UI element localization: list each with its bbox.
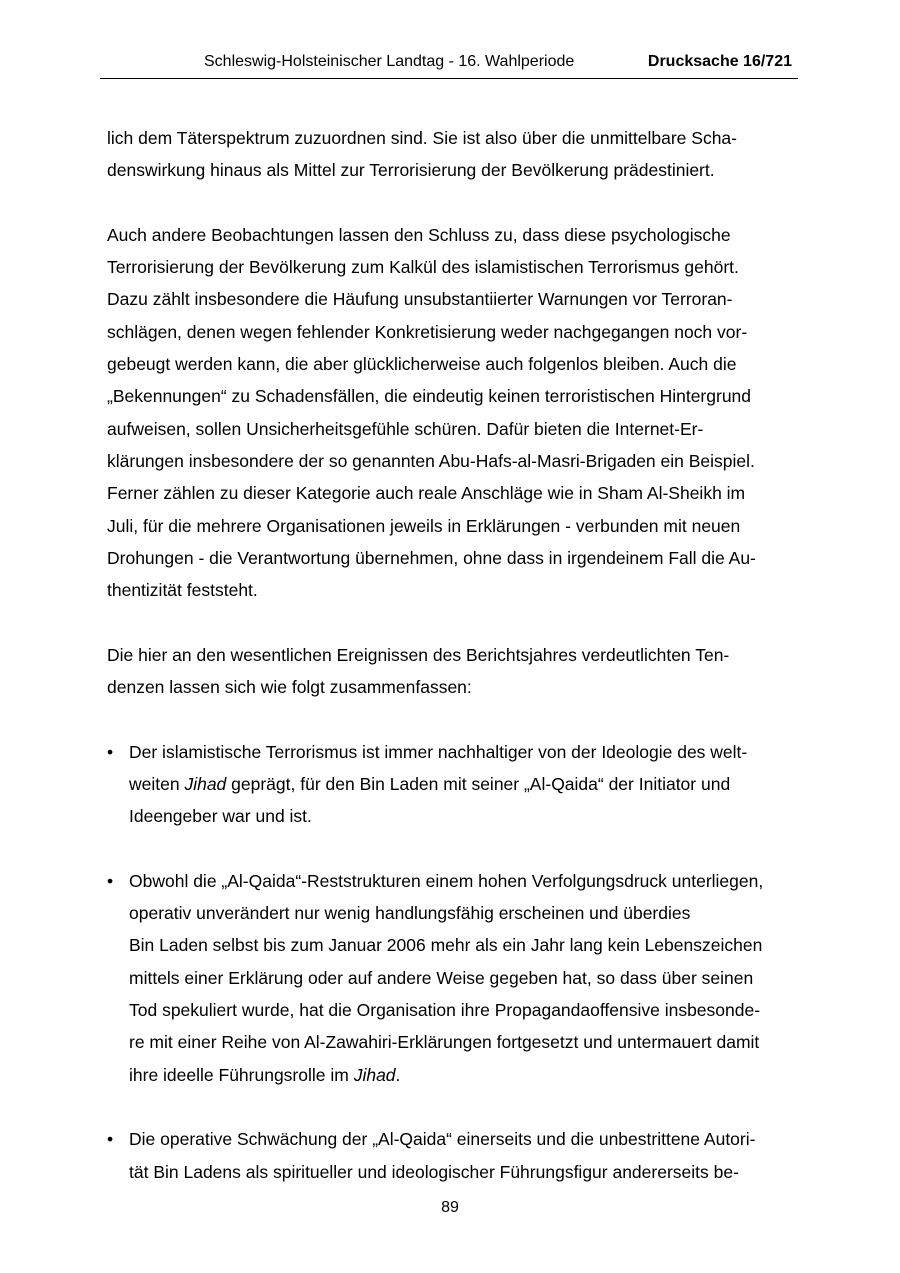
text-line: aufweisen, sollen Unsicherheitsgefühle schüren. Dafür bieten die Internet-Er- xyxy=(107,418,704,439)
text-line: Juli, für die mehrere Organisationen jeweils in Erklärungen - verbunden mit neuen xyxy=(107,515,741,536)
bullet-icon: • xyxy=(107,1129,114,1150)
text-line: gebeugt werden kann, die aber glücklicherweise auch folgenlos bleiben. Auch die xyxy=(107,354,737,375)
text-line: Bin Laden selbst bis zum Januar 2006 mehr als ein Jahr lang kein Lebenszeichen xyxy=(129,935,763,956)
text-line: Der islamistische Terrorismus ist immer nachhaltiger von der Ideologie des welt- xyxy=(129,741,748,762)
bullet-icon: • xyxy=(107,870,114,891)
text-line: ihre ideelle Führungsrolle im Jihad. xyxy=(129,1064,401,1085)
text-line: weiten Jihad geprägt, für den Bin Laden mit seiner „Al-Qaida“ der Initiator und xyxy=(129,773,731,794)
text-line: Terrorisierung der Bevölkerung zum Kalkül des islamistischen Terrorismus gehört. xyxy=(107,257,739,278)
text-line: klärungen insbesondere der so genannten Abu-Hafs-al-Masri-Brigaden ein Beispiel. xyxy=(107,450,755,471)
text-line: re mit einer Reihe von Al-Zawahiri-Erklärungen fortgesetzt und untermauert damit xyxy=(129,1032,760,1053)
text-line: Auch andere Beobachtungen lassen den Schluss zu, dass diese psychologische xyxy=(107,224,731,245)
text-line: „Bekennungen“ zu Schadensfällen, die eindeutig keinen terroristischen Hintergrund xyxy=(107,386,752,407)
text-line: lich dem Täterspektrum zuzuordnen sind. Sie ist also über die unmittelbare Scha- xyxy=(107,128,737,148)
text-line: Dazu zählt insbesondere die Häufung unsubstantiierter Warnungen vor Terroran- xyxy=(107,289,733,310)
text-line: mittels einer Erklärung oder auf andere Weise gegeben hat, so dass über seinen xyxy=(129,967,754,988)
text-line: Ideengeber war und ist. xyxy=(129,806,312,827)
text-line: Ferner zählen zu dieser Kategorie auch reale Anschläge wie in Sham Al-Sheikh im xyxy=(107,483,746,504)
text-line: thentizität feststeht. xyxy=(107,580,258,601)
text-line: Obwohl die „Al-Qaida“-Reststrukturen einem hohen Verfolgungsdruck unterliegen, xyxy=(129,870,764,891)
text-line: denswirkung hinaus als Mittel zur Terrorisierung der Bevölkerung prädestiniert. xyxy=(107,160,715,181)
page-header xyxy=(100,52,798,79)
text-line: Drohungen - die Verantwortung übernehmen, ohne dass in irgendeinem Fall die Au- xyxy=(107,547,756,568)
header-title: Schleswig-Holsteinischer Landtag - 16. Wahlperiode xyxy=(204,53,575,70)
text-line: schlägen, denen wegen fehlender Konkretisierung weder nachgegangen noch vor- xyxy=(107,321,748,342)
text-line: denzen lassen sich wie folgt zusammenfassen: xyxy=(107,677,472,698)
paragraph-3 xyxy=(107,639,797,704)
emphasis-jihad: Jihad xyxy=(184,773,227,794)
text-line: operativ unverändert nur wenig handlungsfähig erscheinen und überdies xyxy=(129,903,691,924)
bullet-item-2 xyxy=(107,865,797,1091)
text-line: tät Bin Ladens als spiritueller und ideologischer Führungsfigur andererseits be- xyxy=(129,1161,739,1182)
page-number: 89 xyxy=(441,1199,459,1216)
text-line: Tod spekuliert wurde, hat die Organisation ihre Propagandaoffensive insbesonde- xyxy=(129,1000,761,1021)
paragraph-1 xyxy=(107,122,797,187)
bullet-item-3 xyxy=(107,1123,797,1188)
document-number: Drucksache 16/721 xyxy=(647,53,792,70)
bullet-icon: • xyxy=(107,741,114,762)
text-line: Die operative Schwächung der „Al-Qaida“ einerseits und die unbestrittene Autori- xyxy=(129,1129,756,1150)
emphasis-jihad: Jihad xyxy=(353,1064,396,1085)
bullet-item-1 xyxy=(107,736,797,833)
text-line: Die hier an den wesentlichen Ereignissen des Berichtsjahres verdeutlichten Ten- xyxy=(107,644,730,665)
document-body xyxy=(107,122,797,1188)
paragraph-2 xyxy=(107,219,797,607)
